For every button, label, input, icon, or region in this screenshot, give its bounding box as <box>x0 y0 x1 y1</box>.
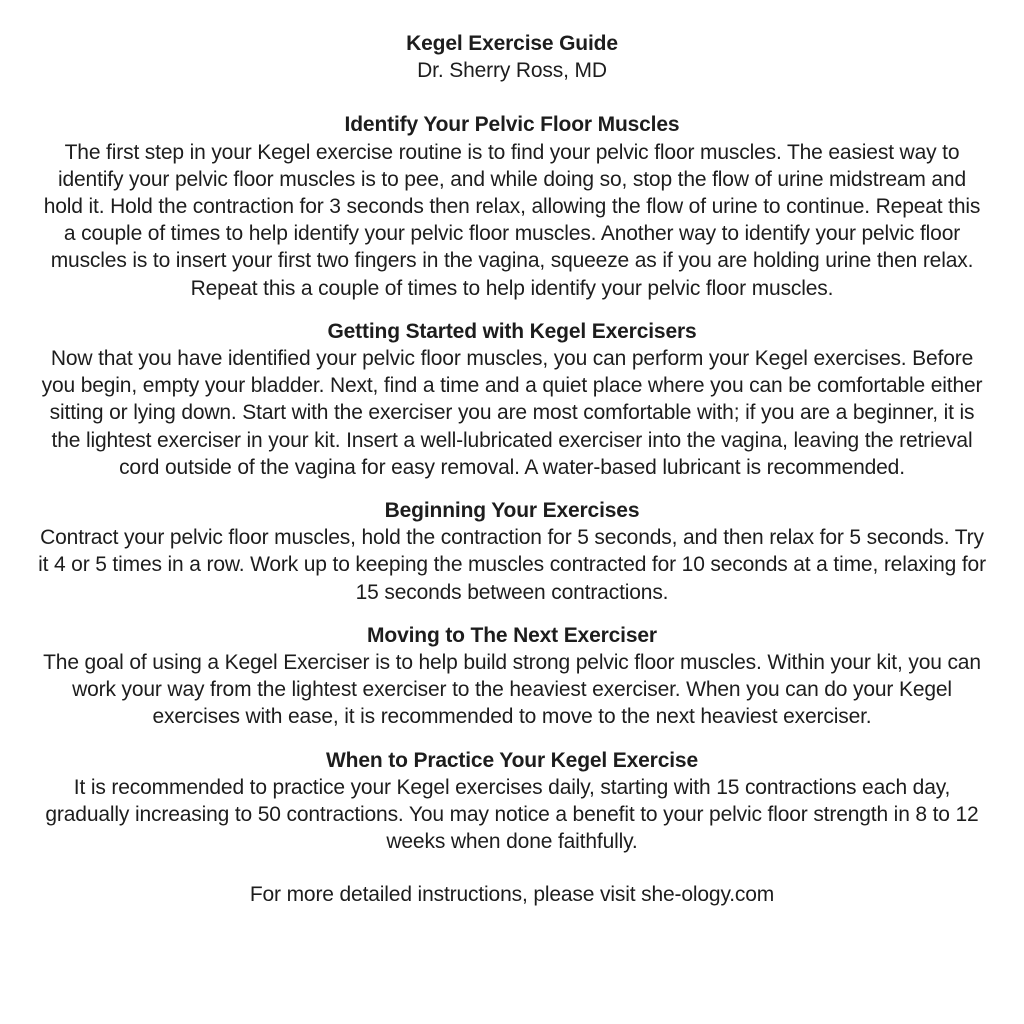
section-body: Contract your pelvic floor muscles, hold the contraction for 5 seconds, and then relax for 5 seconds. Try it 4 or 5 times in a row. Work up to keeping the muscles contracted for 10 seconds at a time, relaxing for 15 seconds between contractions. <box>38 526 986 604</box>
section-body: Now that you have identified your pelvic floor muscles, you can perform your Kegel exercises. Before you begin, empty your bladder. Next, find a time and a quiet place where you can be comfortable either sitting or lying down. Start with the exerciser you are most comfortable with; if you are a beginner, it is the lightest exerciser in your kit. Insert a well-lubricated exerciser into the vagina, leaving the retrieval cord outside of the vagina for easy removal. A water-based lubricant is recommended. <box>41 347 983 479</box>
section-identify-pelvic-floor-muscles <box>36 111 988 301</box>
section-heading: Moving to The Next Exerciser <box>367 623 657 647</box>
document-header <box>36 30 988 84</box>
footer-text: For more detailed instructions, please visit she-ology.com <box>249 883 775 907</box>
section-moving-to-next-exerciser <box>36 622 988 731</box>
section-beginning-your-exercises <box>36 497 988 606</box>
section-body: The first step in your Kegel exercise routine is to find your pelvic floor muscles. The easiest way to identify your pelvic floor muscles is to pee, and while doing so, stop the flow of urine midstream and hold it. Hold the contraction for 3 seconds then relax, allowing the flow of urine to continue. Repeat this a couple of times to help identify your pelvic floor muscles. Another way to identify your pelvic floor muscles is to insert your first two fingers in the vagina, squeeze as if you are holding urine then relax. Repeat this a couple of times to help identify your pelvic floor muscles. <box>43 140 981 300</box>
author-byline: Dr. Sherry Ross, MD <box>417 59 607 83</box>
section-body: The goal of using a Kegel Exerciser is to help build strong pelvic floor muscles. Within your kit, you can work your way from the lightest exerciser to the heaviest exerciser. When you can do your Kegel exercises with ease, it is recommended to move to the next heaviest exerciser. <box>43 651 981 729</box>
section-heading: Beginning Your Exercises <box>384 499 640 523</box>
section-when-to-practice <box>36 747 988 856</box>
section-heading: When to Practice Your Kegel Exercise <box>326 748 698 772</box>
section-heading: Identify Your Pelvic Floor Muscles <box>344 113 680 137</box>
page-title: Kegel Exercise Guide <box>406 32 618 55</box>
section-heading: Getting Started with Kegel Exercisers <box>327 319 697 343</box>
section-body: It is recommended to practice your Kegel exercises daily, starting with 15 contractions each day, gradually increasing to 50 contractions. You may notice a benefit to your pelvic floor strength in 8 to 12 weeks when done faithfully. <box>45 775 979 854</box>
document-page <box>36 0 988 909</box>
section-getting-started <box>36 318 988 481</box>
